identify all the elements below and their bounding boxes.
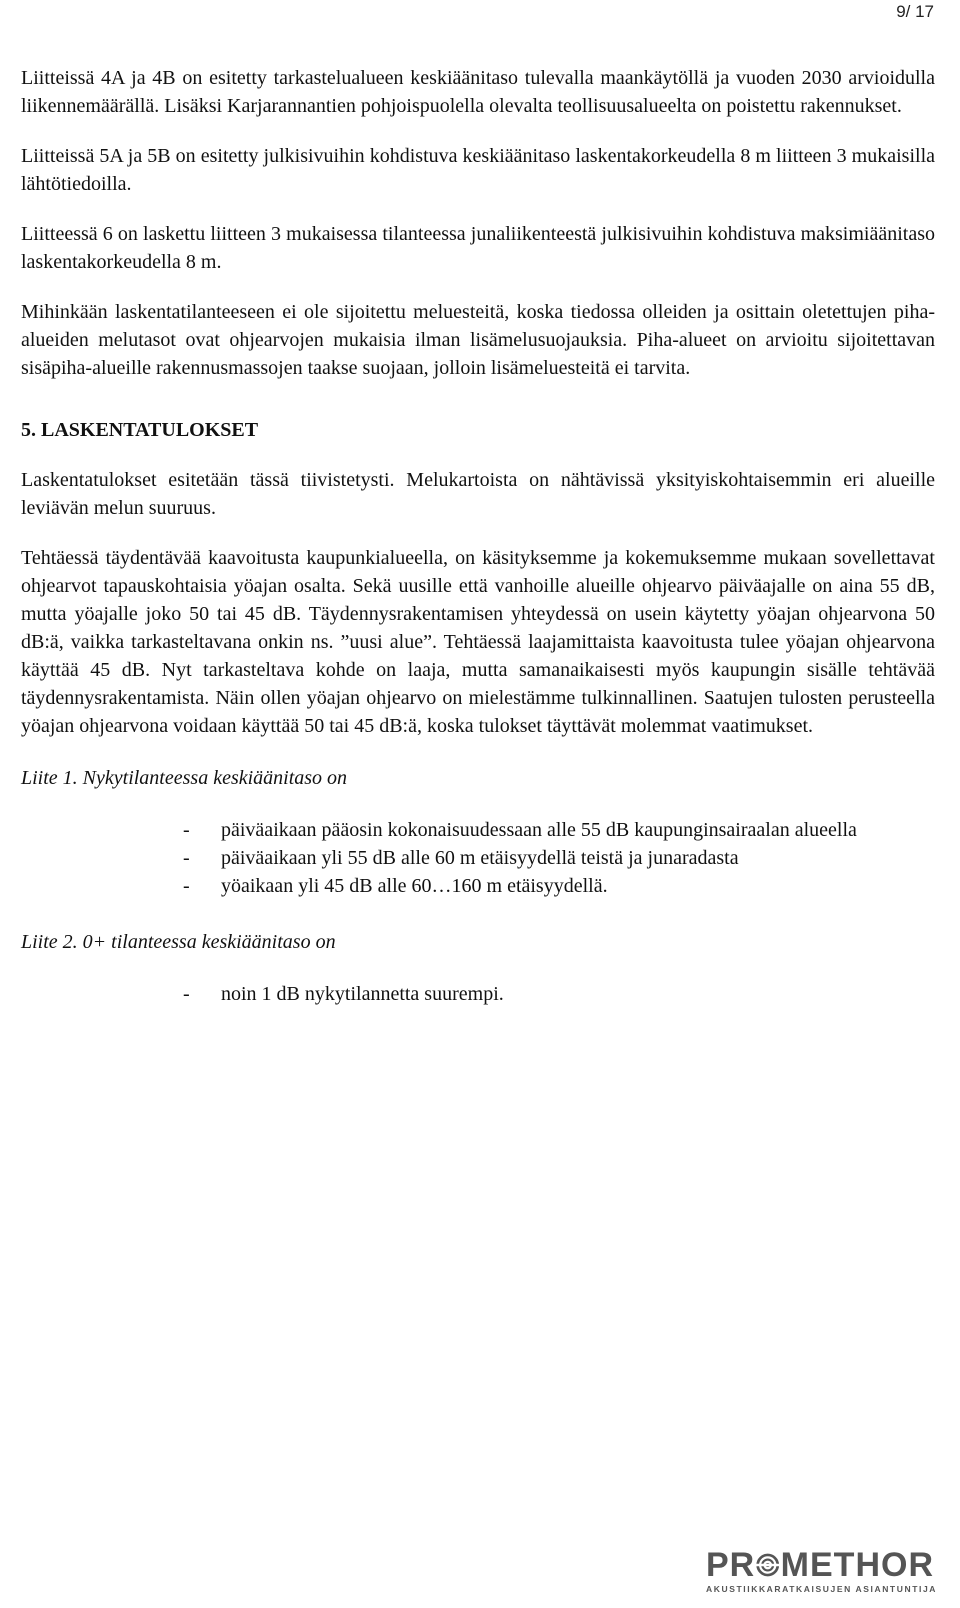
paragraph-liitteet-4: Liitteissä 4A ja 4B on esitetty tarkastelualueen keskiäänitaso tulevalla maankäytöllä ja vuoden 2030 arvioidulla liikennemäärällä. Lisäksi Karjarannantien pohjoispuolella olevalta teollisuusalueelta on poistettu rakennukset. (21, 67, 935, 117)
paragraph-laskentatulokset: Laskentatulokset esitetään tässä tiivistetysti. Melukartoista on nähtävissä yksityiskohtaisemmin eri alueille leviävän melun suuruus. (21, 469, 935, 519)
logo-tagline: AKUSTIIKKARATKAISUJEN ASIANTUNTIJA (706, 1584, 938, 1594)
logo-word-left: PR (706, 1546, 756, 1584)
document-body (21, 64, 935, 1008)
list-item: - yöaikaan yli 45 dB alle 60…160 m etäisyydellä. (183, 872, 935, 900)
paragraph-liite-6: Liitteessä 6 on laskettu liitteen 3 mukaisessa tilanteessa junaliikenteestä julkisivuihin kohdistuva maksimiäänitaso laskentakorkeudella 8 m. (21, 223, 935, 273)
paragraph-meluesteet: Mihinkään laskentatilanteeseen ei ole sijoitettu meluesteitä, koska tiedossa olleiden ja osittain oletettujen piha-alueiden melutasot ovat ohjearvojen mukaisia ilman lisämelusuojauksia. Piha-alueet on arvioitu sijoitettavan sisäpiha-alueille rakennusmassojen taakse suojaan, jolloin lisämeluesteitä ei tarvita. (21, 301, 935, 379)
logo-word-right: METHOR (780, 1546, 934, 1584)
list-item: - päiväaikaan yli 55 dB alle 60 m etäisyydellä teistä ja junaradasta (183, 844, 935, 872)
logo-wordmark (706, 1548, 934, 1582)
page-number: 9/ 17 (896, 2, 934, 21)
liite1-list (21, 816, 935, 900)
liite1-title: Liite 1. Nykytilanteessa keskiäänitaso on (21, 767, 348, 789)
section-heading: 5. LASKENTATULOKSET (21, 419, 259, 441)
paragraph-ohjearvot: Tehtäessä täydentävää kaavoitusta kaupunkialueella, on käsityksemme ja kokemuksemme mukaan sovellettavat ohjearvot tapauskohtaisia yöajan osalta. Sekä uusille että vanhoille alueille ohjearvo päiväajalle on aina 55 dB, mutta yöajalle joko 50 tai 45 dB. Täydennysrakentamisen yhteydessä on usein käytetty yöajan ohjearvona 50 dB:ä, vaikka tarkasteltavana onkin ns. ”uusi alue”. Tehtäessä laajamittaista kaavoitusta tulee yöajan ohjearvona käyttää 45 dB. Nyt tarkasteltava kohde on laaja, mutta samanaikaisesti myös kaupungin sisälle tehtävää täydennysrakentamista. Näin ollen yöajan ohjearvo on mielestämme tulkinnallinen. Saatujen tulosten perusteella yöajan ohjearvona voidaan käyttää 50 tai 45 dB:ä, koska tulokset täyttävät molemmat vaatimukset. (21, 547, 935, 737)
promethor-logo (706, 1546, 938, 1594)
paragraph-liitteet-5: Liitteissä 5A ja 5B on esitetty julkisivuihin kohdistuva keskiäänitaso laskentakorkeudella 8 m liitteen 3 mukaisilla lähtötiedoilla. (21, 145, 935, 195)
liite2-title: Liite 2. 0+ tilanteessa keskiäänitaso on (21, 931, 336, 953)
list-item: - päiväaikaan pääosin kokonaisuudessaan alle 55 dB kaupunginsairaalan alueella (183, 816, 935, 844)
list-item: - noin 1 dB nykytilannetta suurempi. (183, 980, 935, 1008)
sound-wave-icon (756, 1551, 779, 1579)
liite2-list (21, 980, 935, 1008)
